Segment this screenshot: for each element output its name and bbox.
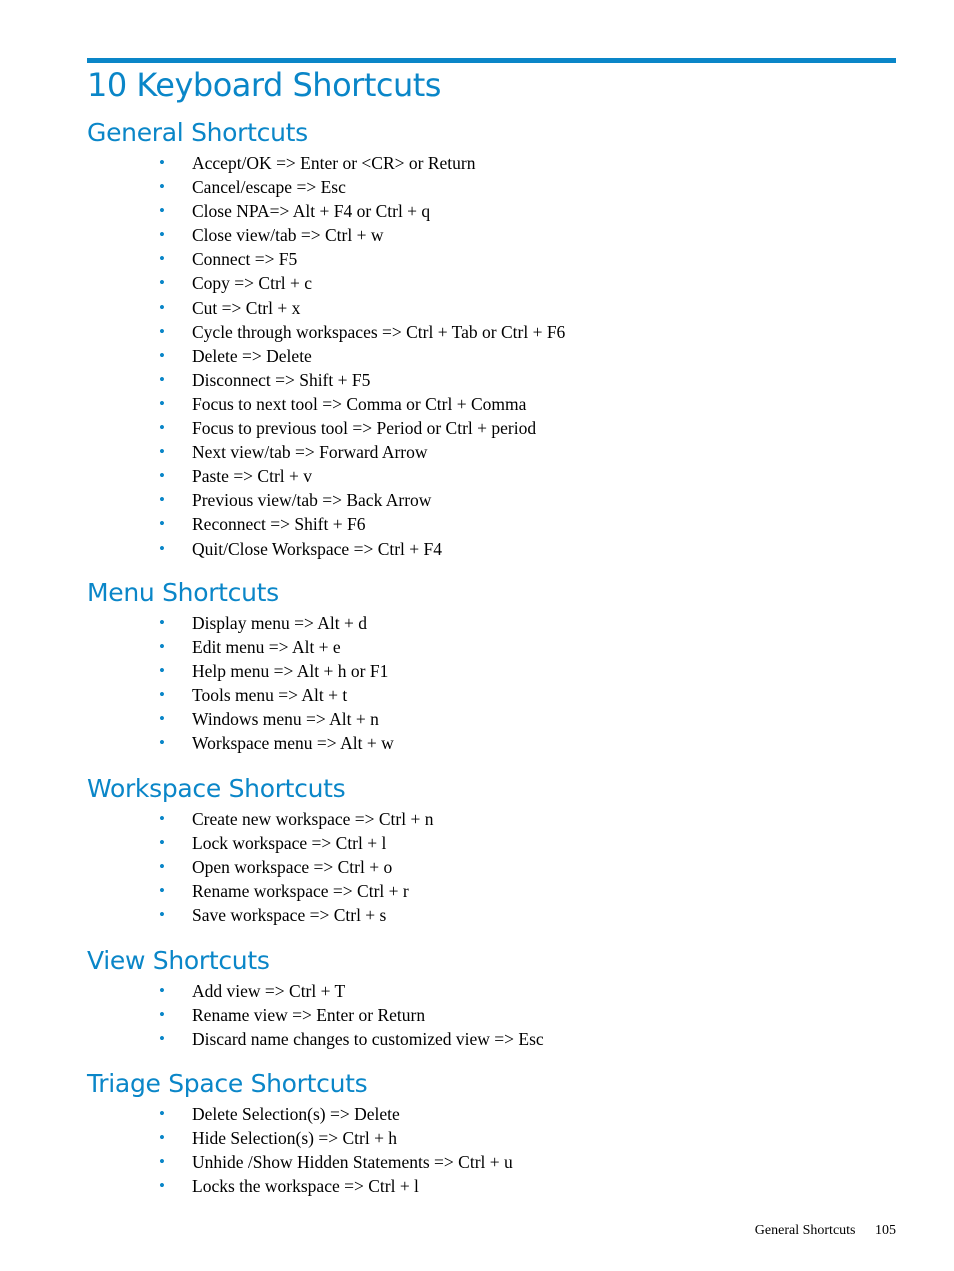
section-heading: Triage Space Shortcuts [87, 1069, 368, 1098]
bullet-icon: • [159, 709, 165, 729]
bullet-icon: • [159, 1029, 165, 1049]
shortcut-text: Cancel/escape => Esc [192, 177, 346, 198]
section-heading: Workspace Shortcuts [87, 774, 346, 803]
footer-section-label: General Shortcuts [754, 1223, 856, 1238]
shortcut-list [87, 979, 896, 1051]
shortcut-item [87, 368, 896, 392]
bullet-icon: • [159, 514, 165, 534]
shortcut-text: Delete => Delete [192, 345, 312, 366]
shortcut-list [87, 611, 896, 756]
bullet-icon: • [159, 321, 165, 341]
bullet-icon: • [159, 857, 165, 877]
shortcut-text: Accept/OK => Enter or <CR> or Return [192, 153, 476, 173]
shortcut-item [87, 223, 896, 247]
shortcut-item [87, 392, 896, 416]
shortcut-text: Display menu => Alt + d [192, 613, 367, 633]
section-general-shortcuts [87, 117, 896, 561]
bullet-icon: • [159, 418, 165, 438]
shortcut-item [87, 247, 896, 271]
shortcut-item [87, 175, 896, 199]
bullet-icon: • [159, 809, 165, 828]
bullet-icon: • [159, 490, 165, 510]
shortcut-item [87, 296, 896, 320]
shortcut-text: Tools menu => Alt + t [192, 685, 348, 706]
bullet-icon: • [159, 369, 165, 389]
bullet-icon: • [159, 345, 165, 365]
bullet-icon: • [159, 1152, 165, 1172]
shortcut-text: Open workspace => Ctrl + o [192, 857, 393, 878]
bullet-icon: • [159, 273, 165, 293]
shortcut-item [87, 659, 896, 683]
shortcut-item [87, 271, 896, 295]
bullet-icon: • [159, 538, 165, 558]
bullet-icon: • [159, 981, 165, 1000]
shortcut-item [87, 1150, 896, 1174]
section-view-shortcuts [87, 945, 896, 1051]
shortcut-item [87, 635, 896, 659]
page-footer [755, 1221, 896, 1241]
shortcut-text: Rename workspace => Ctrl + r [192, 881, 409, 902]
section-heading: Menu Shortcuts [87, 578, 279, 607]
bullet-icon: • [159, 685, 165, 705]
shortcut-text: Previous view/tab => Back Arrow [192, 490, 432, 511]
shortcut-list [87, 1102, 896, 1198]
chapter-title: 10 Keyboard Shortcuts [87, 66, 441, 104]
bullet-icon: • [159, 733, 165, 753]
shortcut-list [87, 151, 896, 561]
shortcut-item [87, 1126, 896, 1150]
section-triage-space-shortcuts [87, 1068, 896, 1198]
shortcut-text: Hide Selection(s) => Ctrl + h [192, 1128, 398, 1149]
bullet-icon: • [159, 393, 165, 413]
section-workspace-shortcuts [87, 773, 896, 927]
shortcut-item [87, 707, 896, 731]
shortcut-text: Paste => Ctrl + v [192, 466, 313, 487]
shortcut-text: Create new workspace => Ctrl + n [192, 809, 434, 829]
bullet-icon: • [159, 177, 165, 197]
bullet-icon: • [159, 249, 165, 269]
shortcut-text: Workspace menu => Alt + w [192, 733, 394, 754]
bullet-icon: • [159, 297, 165, 317]
shortcut-text: Cut => Ctrl + x [192, 297, 301, 318]
bullet-icon: • [159, 466, 165, 486]
bullet-icon: • [159, 1176, 165, 1196]
shortcut-text: Close view/tab => Ctrl + w [192, 225, 384, 246]
shortcut-item [87, 512, 896, 536]
bullet-icon: • [159, 442, 165, 462]
shortcut-text: Close NPA=> Alt + F4 or Ctrl + q [192, 201, 431, 222]
shortcut-item [87, 1003, 896, 1027]
shortcut-text: Discard name changes to customized view => Esc [192, 1029, 544, 1050]
shortcut-item [87, 731, 896, 755]
bullet-icon: • [159, 661, 165, 681]
bullet-icon: • [159, 201, 165, 221]
shortcut-item [87, 683, 896, 707]
shortcut-item [87, 807, 896, 831]
bullet-icon: • [159, 225, 165, 245]
shortcut-item [87, 1102, 896, 1126]
shortcut-text: Focus to next tool => Comma or Ctrl + Comma [192, 393, 527, 414]
shortcut-item [87, 537, 896, 561]
shortcut-item [87, 199, 896, 223]
shortcut-text: Disconnect => Shift + F5 [192, 369, 371, 390]
shortcut-item [87, 855, 896, 879]
shortcut-text: Help menu => Alt + h or F1 [192, 661, 389, 682]
section-heading: View Shortcuts [87, 946, 270, 975]
shortcut-text: Unhide /Show Hidden Statements => Ctrl + u [192, 1152, 513, 1173]
shortcut-item [87, 320, 896, 344]
bullet-icon: • [159, 1104, 165, 1123]
shortcut-list [87, 807, 896, 927]
shortcut-item [87, 416, 896, 440]
footer-page-number: 105 [875, 1223, 896, 1238]
shortcut-item [87, 611, 896, 635]
shortcut-text: Lock workspace => Ctrl + l [192, 833, 387, 854]
shortcut-text: Add view => Ctrl + T [192, 981, 346, 1001]
shortcut-item [87, 1174, 896, 1198]
shortcut-text: Next view/tab => Forward Arrow [192, 442, 428, 463]
shortcut-item [87, 151, 896, 175]
shortcut-item [87, 903, 896, 927]
shortcut-text: Locks the workspace => Ctrl + l [192, 1176, 419, 1197]
bullet-icon: • [159, 613, 165, 632]
shortcut-item [87, 464, 896, 488]
bullet-icon: • [159, 1128, 165, 1148]
shortcut-text: Edit menu => Alt + e [192, 637, 341, 658]
shortcut-item [87, 831, 896, 855]
bullet-icon: • [159, 637, 165, 657]
shortcut-text: Cycle through workspaces => Ctrl + Tab or Ctrl + F6 [192, 321, 566, 342]
shortcut-item [87, 488, 896, 512]
bullet-icon: • [159, 153, 165, 172]
shortcut-item [87, 344, 896, 368]
shortcut-text: Focus to previous tool => Period or Ctrl + period [192, 418, 537, 439]
section-menu-shortcuts [87, 577, 896, 756]
shortcut-text: Delete Selection(s) => Delete [192, 1104, 400, 1124]
bullet-icon: • [159, 833, 165, 853]
shortcut-text: Save workspace => Ctrl + s [192, 905, 387, 926]
shortcut-text: Windows menu => Alt + n [192, 709, 379, 730]
bullet-icon: • [159, 905, 165, 925]
bullet-icon: • [159, 1005, 165, 1025]
shortcut-item [87, 1027, 896, 1051]
shortcut-text: Connect => F5 [192, 249, 298, 270]
shortcut-text: Reconnect => Shift + F6 [192, 514, 366, 535]
section-heading: General Shortcuts [87, 118, 308, 147]
bullet-icon: • [159, 881, 165, 901]
shortcut-text: Quit/Close Workspace => Ctrl + F4 [192, 538, 443, 559]
shortcut-item [87, 440, 896, 464]
shortcut-text: Rename view => Enter or Return [192, 1005, 426, 1026]
shortcut-text: Copy => Ctrl + c [192, 273, 313, 294]
shortcut-item [87, 979, 896, 1003]
shortcut-item [87, 879, 896, 903]
